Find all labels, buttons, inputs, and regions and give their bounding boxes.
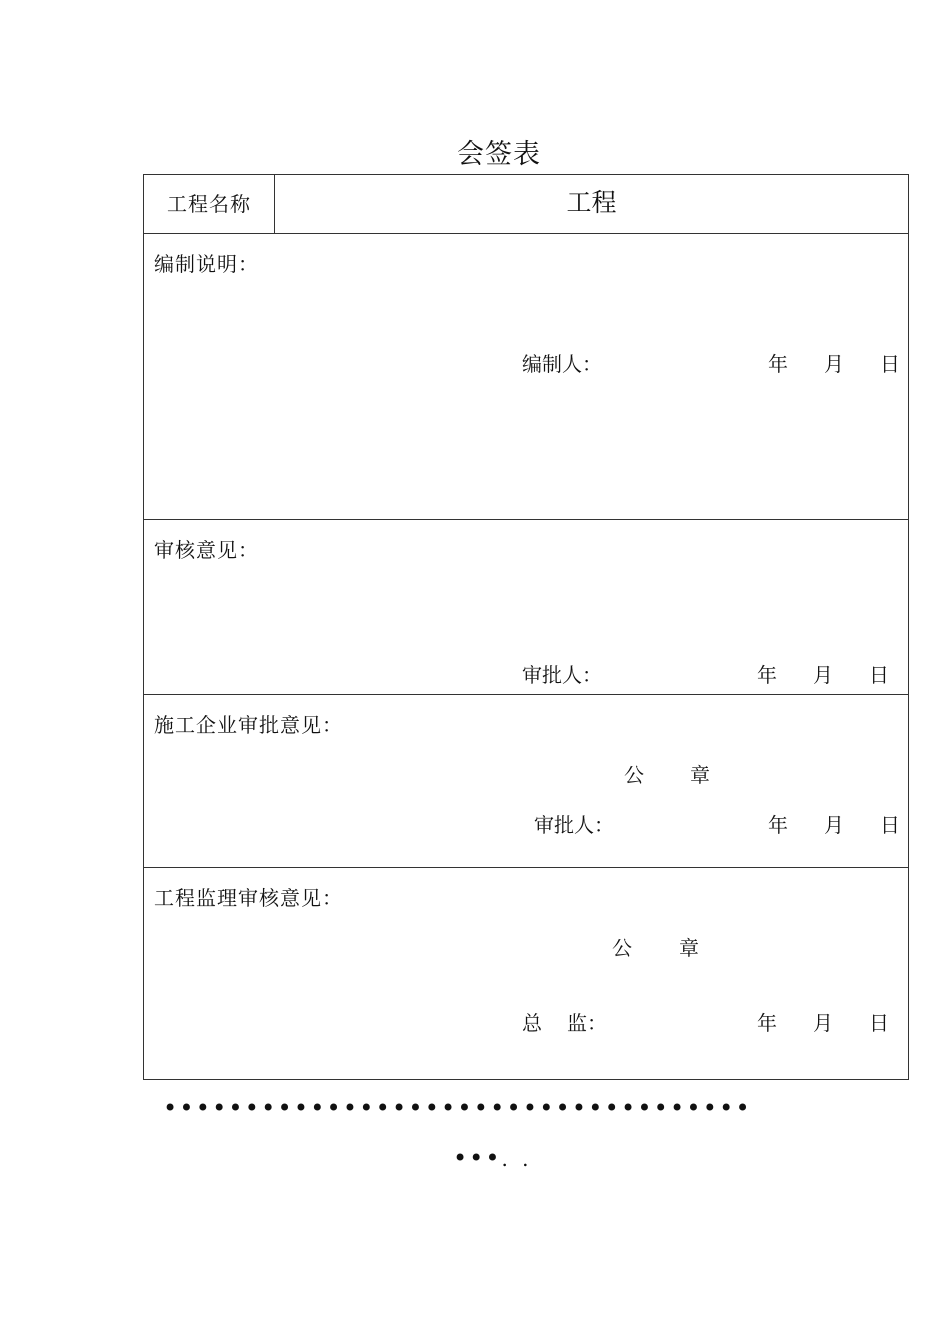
enterprise-approval-section [144,694,908,867]
project-name-label: 工程名称 [144,175,275,233]
supervision-month-label: 月 [813,1011,833,1035]
compile-month-label: 月 [824,352,844,376]
supervision-review-label: 工程监理审核意见： [154,886,343,910]
enterprise-seal-char-1: 公 [624,763,644,787]
review-section [144,519,908,694]
dotted-line: •••••••••••••••••••••••••••••••••••• [163,1094,752,1122]
enterprise-year-label: 年 [768,813,788,837]
supervision-seal-char-1: 公 [612,936,632,960]
dotted-tail [453,1144,533,1172]
enterprise-seal-char-2: 章 [690,763,710,787]
chief-supervisor-char-1: 总 [522,1011,542,1035]
form-title: 会签表 [457,139,541,170]
supervision-review-section [144,867,908,1081]
supervision-year-label: 年 [757,1011,777,1035]
review-year-label: 年 [757,663,777,687]
dotted-tail-periods: . . [501,1147,533,1171]
dotted-tail-bullets: ••• [453,1144,502,1172]
chief-supervisor-char-2: 监： [567,1011,607,1035]
compiler-label: 编制人： [522,352,602,376]
enterprise-approver-label: 审批人： [534,813,614,837]
enterprise-month-label: 月 [824,813,844,837]
compile-day-label: 日 [880,352,900,376]
supervision-day-label: 日 [869,1011,889,1035]
enterprise-approval-label: 施工企业审批意见： [154,713,343,737]
supervision-seal-char-2: 章 [679,936,699,960]
compile-section [144,233,908,519]
review-label: 审核意见： [154,538,259,562]
project-name-value[interactable]: 工程 [566,188,617,217]
countersign-form [143,174,909,1080]
review-month-label: 月 [813,663,833,687]
review-day-label: 日 [869,663,889,687]
review-approver-label: 审批人： [522,663,602,687]
project-name-row [144,175,908,233]
compile-label: 编制说明： [154,252,259,276]
enterprise-day-label: 日 [880,813,900,837]
compile-year-label: 年 [768,352,788,376]
